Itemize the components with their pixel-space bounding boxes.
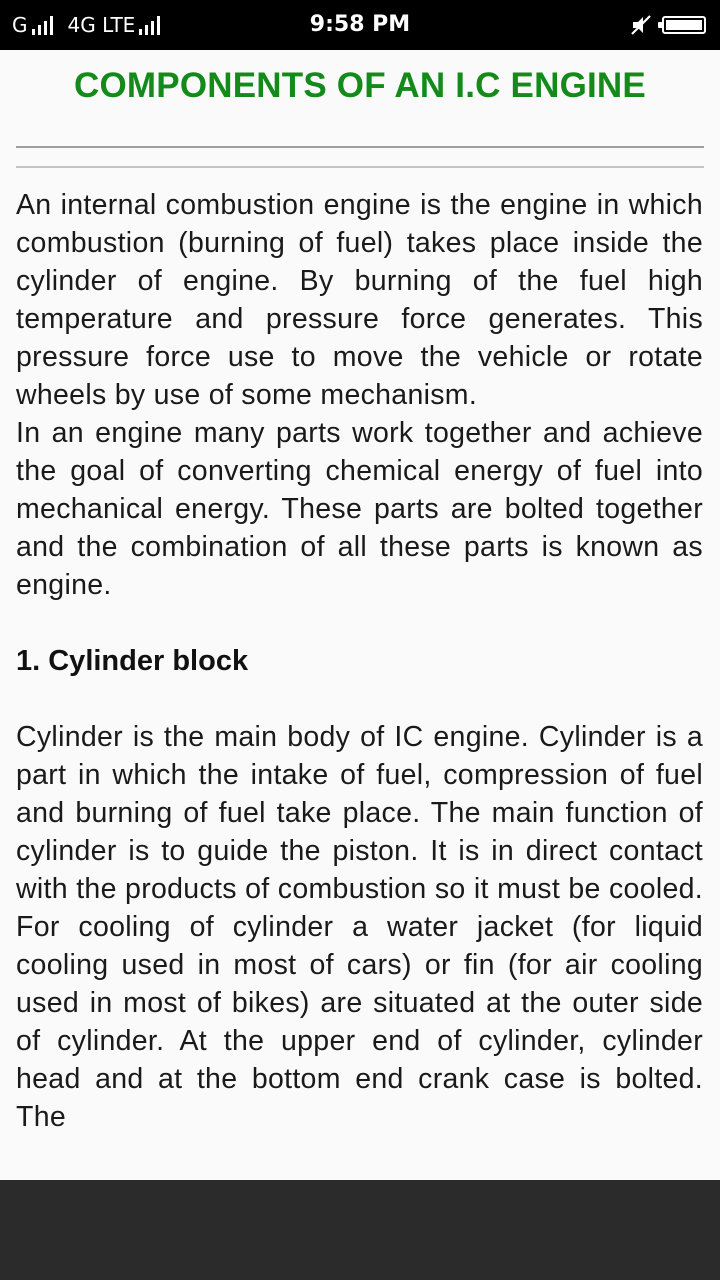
bottom-bar (0, 1180, 720, 1280)
intro-paragraph-2: In an engine many parts work together and achieve the goal of converting chemical energy of fuel into mechanical energy. These parts are bolted together and the combination of all these parts is known as engine. (16, 417, 703, 601)
article-body (16, 186, 703, 1136)
page-title: COMPONENTS OF AN I.C ENGINE (74, 66, 646, 105)
spacer (16, 680, 703, 718)
network-label: 4G LTE (67, 13, 136, 37)
vibrate-mute-icon (630, 14, 652, 36)
section-heading-cylinder-block: 1. Cylinder block (16, 645, 249, 677)
status-right (630, 0, 706, 50)
intro-paragraph-1: An internal combustion engine is the engine in which combustion (burning of fuel) takes place inside the cylinder of engine. By burning of the fuel high temperature and pressure force generates. This pressure force use to move the vehicle or rotate wheels by use of some mechanism. (16, 189, 703, 411)
carrier-label: G (12, 13, 28, 37)
spacer (16, 604, 703, 642)
status-time: 9:58 PM (309, 12, 411, 37)
article-view[interactable] (0, 50, 720, 1180)
section-1-paragraph: Cylinder is the main body of IC engine. Cylinder is a part in which the intake of fuel, compression of fuel and burning of fuel take place. The main function of cylinder is to guide the piston. It is in direct contact with the products of combustion so it must be cooled. For cooling of cylinder a water jacket (for liquid cooling used in most of cars) or fin (for air cooling used in most of bikes) are situated at the outer side of cylinder. At the upper end of cylinder, cylinder head and at the bottom end crank case is bolted. The (16, 721, 703, 1133)
battery-full-icon (662, 16, 706, 34)
status-bar (0, 0, 720, 50)
title-divider (16, 146, 704, 168)
